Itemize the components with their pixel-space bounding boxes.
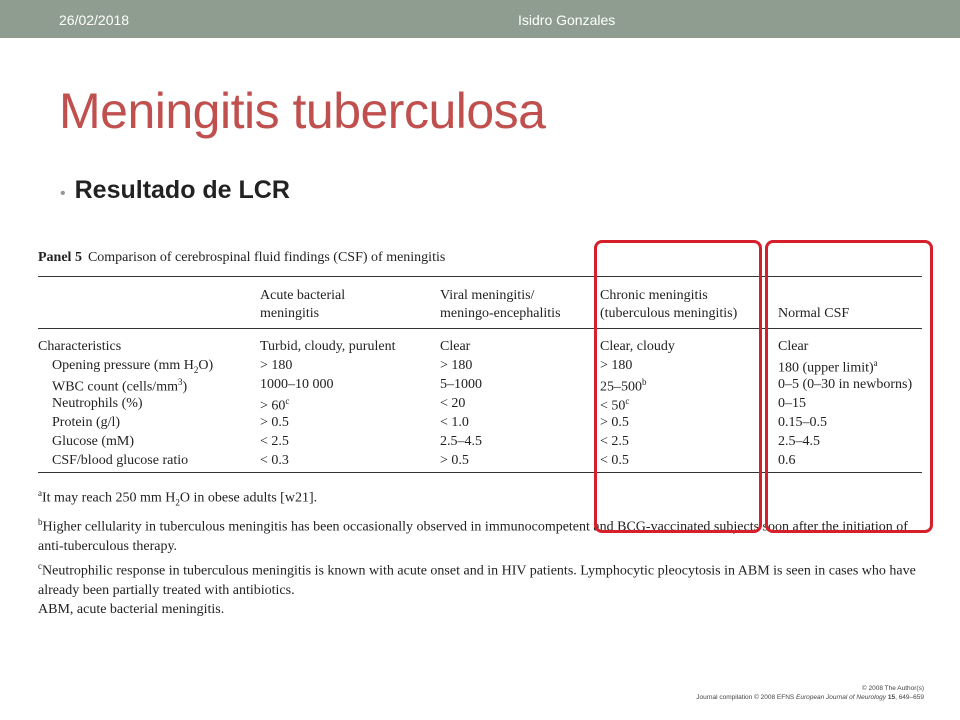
footnote-mark: a — [873, 358, 878, 368]
journal-pages: , 649–659 — [895, 694, 924, 701]
table-cell: 1000–10 000 — [260, 377, 334, 392]
slide-date: 26/02/2018 — [59, 12, 130, 28]
footnote-mark: a — [38, 488, 42, 498]
footnote-tail: O in obese adults [w21]. — [179, 490, 318, 506]
table-cell: Clear, cloudy — [600, 339, 675, 354]
panel-caption-text: Comparison of cerebrospinal fluid findings (CSF) of meningitis — [87, 250, 446, 265]
table-cell: 0–15 — [778, 396, 806, 411]
slide-author: Isidro Gonzales — [518, 12, 616, 28]
bullet-dot-icon: • — [60, 185, 66, 202]
row-label-sup: 3 — [177, 377, 183, 387]
footnote-mark: c — [38, 560, 42, 571]
table-caption — [38, 250, 445, 266]
footnote-mark: c — [285, 396, 290, 406]
footnote-text: Higher cellularity in tuberculous meningitis has been occasionally observed in immunocompetent and BCG-vaccinated subjects soon after the initiation of anti-tuberculous therapy. — [38, 519, 908, 555]
col-header-line: Chronic meningitis — [600, 288, 708, 303]
row-label: Neutrophils (%) — [52, 396, 143, 411]
slide-title: Meningitis tuberculosa — [59, 83, 546, 139]
table-cell: > 180 — [600, 358, 633, 373]
table-cell: < 20 — [440, 396, 466, 411]
table-cell: > 0.5 — [440, 453, 469, 468]
bullet-text: Resultado de LCR — [74, 176, 290, 204]
cell-text: > 60 — [260, 398, 286, 414]
row-label-text: Opening pressure (mm H — [52, 358, 194, 373]
copyright-line-2 — [664, 693, 924, 702]
table-cell: < 2.5 — [260, 434, 289, 449]
row-label — [52, 377, 187, 396]
table-cell: > 180 — [260, 358, 293, 373]
row-label: Glucose (mM) — [52, 434, 135, 449]
table-cell: > 0.5 — [600, 415, 629, 430]
footnote-sub: 2 — [175, 497, 180, 508]
row-label — [52, 358, 213, 375]
col-header-acute-bacterial — [260, 287, 345, 323]
col-header-viral — [440, 287, 561, 323]
row-label-tail: O) — [198, 358, 214, 373]
footnote-mark: b — [642, 377, 647, 387]
panel-label: Panel 5 — [38, 250, 82, 265]
table-cell: < 0.5 — [600, 453, 629, 468]
row-label-tail: ) — [182, 379, 188, 395]
slide-header-bar — [0, 0, 960, 38]
footnote-abbreviation: ABM, acute bacterial meningitis. — [38, 602, 225, 618]
row-label: Characteristics — [38, 339, 122, 354]
footnote-mark: c — [625, 396, 630, 406]
col-header-line: (tuberculous meningitis) — [600, 306, 738, 321]
col-header-line: Viral meningitis/ — [440, 288, 535, 303]
row-label-sub: 2 — [193, 364, 199, 375]
footnote-mark: b — [38, 516, 43, 527]
highlight-box-chronic-column — [594, 240, 762, 533]
table-cell — [260, 396, 289, 415]
table-cell: < 2.5 — [600, 434, 629, 449]
cell-text: 180 (upper limit) — [778, 360, 874, 376]
row-label-text: WBC count (cells/mm — [52, 379, 178, 395]
table-cell: 0–5 (0–30 in newborns) — [778, 377, 913, 392]
table-cell: Clear — [440, 339, 471, 354]
table-cell: > 180 — [440, 358, 473, 373]
row-label: Protein (g/l) — [52, 415, 121, 430]
highlight-box-normal-column — [765, 240, 933, 533]
table-cell: 2.5–4.5 — [778, 434, 820, 449]
col-header-line: meningitis — [260, 306, 320, 321]
table-cell: 5–1000 — [440, 377, 482, 392]
cell-text: < 50 — [600, 398, 626, 414]
table-cell: Turbid, cloudy, purulent — [260, 339, 396, 354]
footnote-text: It may reach 250 mm H — [42, 490, 176, 506]
table-cell: 0.15–0.5 — [778, 415, 827, 430]
copyright-prefix: Journal compilation © 2008 EFNS — [696, 694, 797, 701]
footnote-c — [38, 557, 928, 601]
table-cell: Clear — [778, 339, 809, 354]
table-cell: 0.6 — [778, 453, 796, 468]
row-label: CSF/blood glucose ratio — [52, 453, 189, 468]
table-cell: < 1.0 — [440, 415, 469, 430]
table-cell: < 0.3 — [260, 453, 289, 468]
footnote-text: Neutrophilic response in tuberculous meningitis is known with acute onset and in HIV patients. Lymphocytic pleocytosis in ABM is seen in cases who have already been partially treated with antibiotics. — [38, 563, 916, 598]
table-cell: 2.5–4.5 — [440, 434, 482, 449]
cell-text: 25–500 — [600, 379, 642, 395]
journal-volume: 15 — [886, 694, 896, 701]
col-header-normal: Normal CSF — [778, 306, 850, 321]
col-header-line: meningo-encephalitis — [440, 306, 561, 321]
copyright-notice — [664, 684, 924, 702]
col-header-line: Acute bacterial — [260, 288, 346, 303]
bullet-item — [60, 176, 290, 205]
copyright-line-1: © 2008 The Author(s) — [861, 685, 924, 692]
journal-name: European Journal of Neurology — [796, 694, 887, 701]
table-cell: > 0.5 — [260, 415, 289, 430]
